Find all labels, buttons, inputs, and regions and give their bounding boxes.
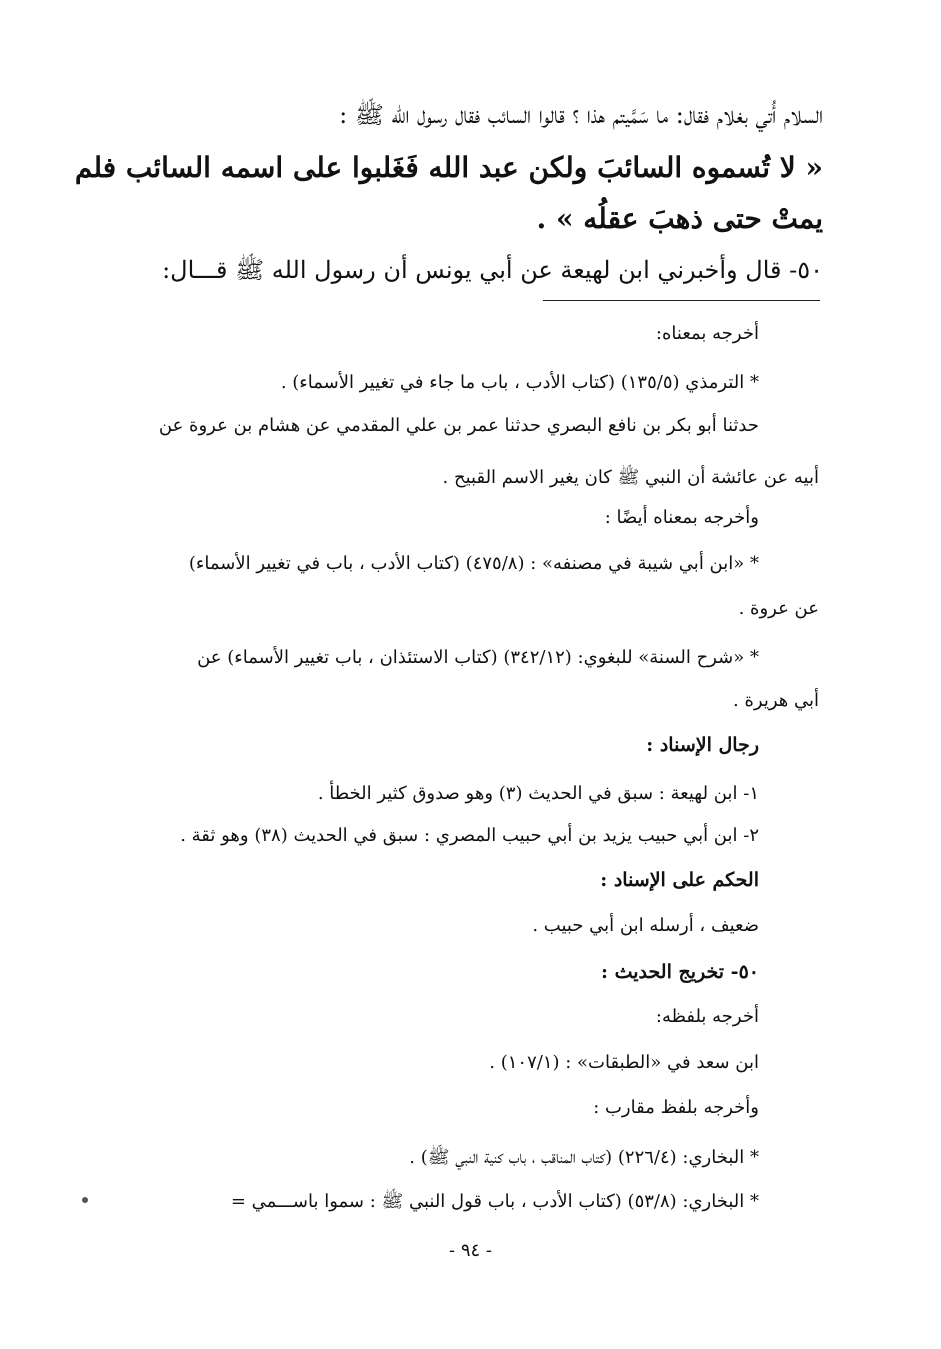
- footnote-line: أبي هريرة .: [733, 690, 819, 711]
- footnote-line: أخرجه بلفظه:: [655, 1006, 759, 1027]
- footnote-line: وأخرجه بمعناه أيضًا :: [604, 507, 759, 528]
- footnote-line: * البخاري: (٥٣/٨) (كتاب الأدب ، باب قول النبي ﷺ : سموا باســـمي =: [230, 1191, 759, 1212]
- footnote-line: ١- ابن لهيعة : سبق في الحديث (٣) وهو صدوق كثير الخطأ .: [317, 783, 759, 804]
- footnote-line: حدثنا أبو بكر بن نافع البصري حدثنا عمر بن علي المقدمي عن هشام بن عروة عن: [158, 415, 759, 436]
- section-heading-takhrij: ٥٠- تخريج الحديث :: [600, 961, 759, 983]
- footnote-line: ابن سعد في «الطبقات» : (١٠٧/١) .: [489, 1052, 759, 1073]
- footnote-line: أبيه عن عائشة أن النبي ﷺ كان يغير الاسم القبيح .: [442, 467, 819, 488]
- footnote-line: عن عروة .: [738, 598, 819, 619]
- main-text-line-1: السلام أُتي بغلام فقال: ما سَمَّيتم هذا ؟ قالوا السائب فقال رسول الله ﷺ :: [339, 101, 823, 129]
- footnote-line: * البخاري: (٢٢٦/٤) (كتاب المناقب ، باب كنية النبي ﷺ) .: [409, 1147, 759, 1168]
- hadith-50-intro: ٥٠- قال وأخبرني ابن لهيعة عن أبي يونس أن رسول الله ﷺ قـــال:: [162, 256, 823, 284]
- footnote-line: * «ابن أبي شيبة في مصنفه» : (٤٧٥/٨) (كتاب الأدب ، باب في تغيير الأسماء): [188, 553, 759, 574]
- main-text-line-2: « لا تُسموه السائبَ ولكن عبد الله فَغَلبوا على اسمه السائب فلم: [74, 151, 823, 184]
- scan-dot-mark: [82, 1197, 88, 1203]
- section-heading-ruling: الحكم على الإسناد :: [600, 869, 759, 891]
- footnote-line: ضعيف ، أرسله ابن أبي حبيب .: [532, 915, 759, 936]
- footnote-line: * «شرح السنة» للبغوي: (٣٤٢/١٢) (كتاب الاستئذان ، باب تغيير الأسماء) عن: [197, 647, 759, 668]
- footnote-separator: [543, 300, 820, 301]
- footnote-line: وأخرجه بلفظ مقارب :: [593, 1097, 759, 1118]
- footnote-line: ٢- ابن أبي حبيب يزيد بن أبي حبيب المصري : سبق في الحديث (٣٨) وهو ثقة .: [180, 825, 759, 846]
- main-text-line-3: يمتْ حتى ذهبَ عقلُه » .: [536, 202, 823, 235]
- page-number: - ٩٤ -: [449, 1240, 492, 1261]
- section-heading-isnad-men: رجال الإسناد :: [646, 734, 759, 756]
- footnote-line: * الترمذي (١٣٥/٥) (كتاب الأدب ، باب ما جاء في تغيير الأسماء) .: [280, 372, 759, 393]
- footnote-line: أخرجه بمعناه:: [655, 323, 759, 344]
